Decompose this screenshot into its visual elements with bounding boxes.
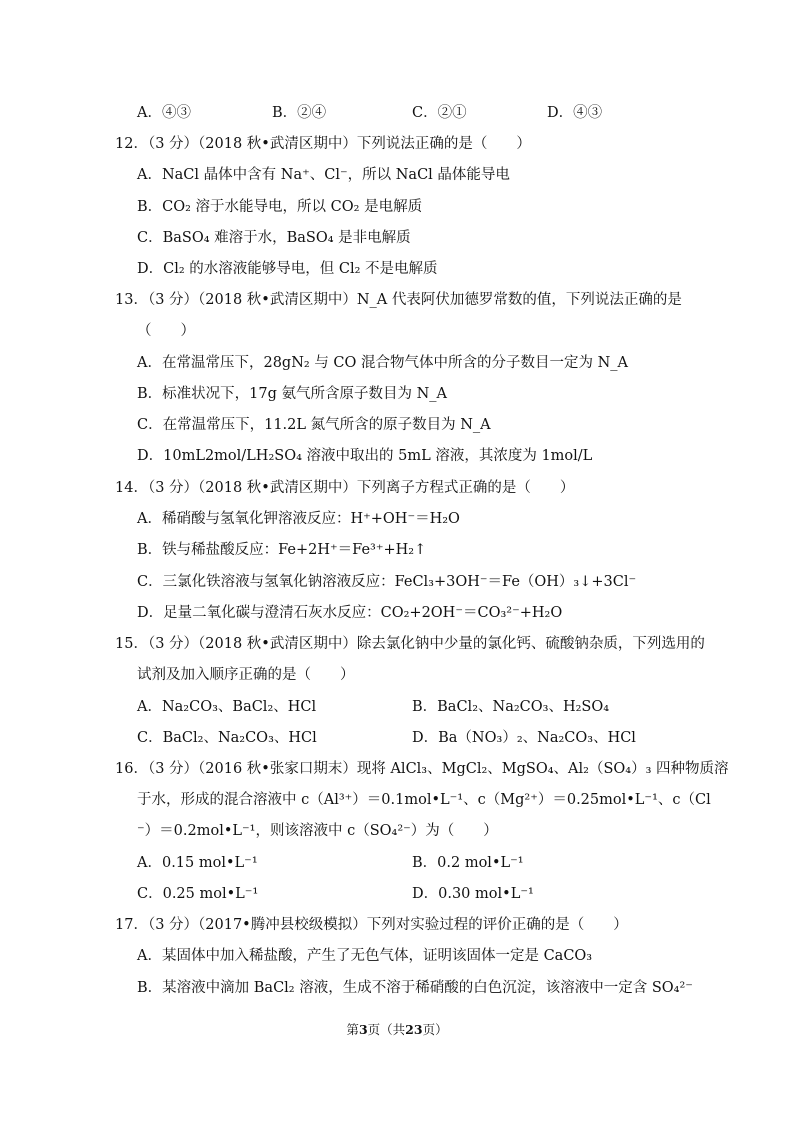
q16-stem-line3: ⁻）＝0.2mol•L⁻¹，则该溶液中 c（SO₄²⁻）为（ ）	[137, 823, 498, 839]
q15-option-d: D．Ba（NO₃）₂、Na₂CO₃、HCl	[412, 730, 636, 746]
q13-stem-line2: （ ）	[137, 323, 195, 339]
q12-option-a: A．NaCl 晶体中含有 Na⁺、Cl⁻，所以 NaCl 晶体能导电	[137, 167, 510, 183]
q15-stem-line2: 试剂及加入顺序正确的是（ ）	[137, 667, 355, 683]
q14-option-a: A．稀硝酸与氢氧化钾溶液反应：H⁺+OH⁻＝H₂O	[137, 511, 460, 527]
q12-option-b: B．CO₂ 溶于水能导电，所以 CO₂ 是电解质	[137, 199, 423, 215]
q12-stem: 12．（3 分）（2018 秋•武清区期中）下列说法正确的是（ ）	[115, 136, 531, 152]
q12-option-d: D．Cl₂ 的水溶液能够导电，但 Cl₂ 不是电解质	[137, 261, 438, 277]
q13-option-c: C．在常温常压下，11.2L 氮气所含的原子数目为 N_A	[137, 417, 491, 433]
q16-stem-line2: 于水，形成的混合溶液中 c（Al³⁺）＝0.1mol•L⁻¹、c（Mg²⁺）＝0.25mol•L⁻¹、c（Cl	[137, 792, 711, 808]
q16-stem-line1: 16．（3 分）（2016 秋•张家口期末）现将 AlCl₃、MgCl₂、MgSO₄、Al₂（SO₄）₃ 四种物质溶	[115, 761, 729, 777]
q13-stem-line1: 13．（3 分）（2018 秋•武清区期中）N_A 代表阿伏加德罗常数的值，下列说法正确的是	[115, 292, 682, 308]
q16-option-d: D．0.30 mol•L⁻¹	[412, 886, 534, 902]
q14-option-d: D．足量二氧化碳与澄清石灰水反应：CO₂+2OH⁻＝CO₃²⁻+H₂O	[137, 605, 563, 621]
footer-page-number: 3	[358, 1022, 368, 1037]
q15-option-b: B．BaCl₂、Na₂CO₃、H₂SO₄	[412, 699, 610, 715]
q13-option-a: A．在常温常压下，28gN₂ 与 CO 混合物气体中所含的分子数目一定为 N_A	[137, 355, 629, 371]
q14-option-b: B．铁与稀盐酸反应：Fe+2H⁺＝Fe³⁺+H₂↑	[137, 542, 427, 558]
q13-option-b: B．标准状况下，17g 氨气所含原子数目为 N_A	[137, 386, 448, 402]
q17-option-a: A．某固体中加入稀盐酸，产生了无色气体，证明该固体一定是 CaCO₃	[137, 948, 593, 964]
q11-option-b: B．②④	[272, 105, 327, 121]
q11-option-c: C．②①	[412, 105, 467, 121]
q16-option-b: B．0.2 mol•L⁻¹	[412, 855, 524, 871]
q11-option-a: A．④③	[137, 105, 191, 121]
footer-mid: 页（共	[367, 1022, 406, 1037]
q14-option-c: C．三氯化铁溶液与氢氧化钠溶液反应：FeCl₃+3OH⁻＝Fe（OH）₃↓+3Cl⁻	[137, 574, 637, 590]
q17-stem: 17．（3 分）（2017•腾冲县校级模拟）下列对实验过程的评价正确的是（ ）	[115, 917, 628, 933]
q11-option-d: D．④③	[547, 105, 603, 121]
footer-prefix: 第	[346, 1022, 359, 1037]
footer-total-pages: 23	[405, 1022, 423, 1037]
q14-stem: 14．（3 分）（2018 秋•武清区期中）下列离子方程式正确的是（ ）	[115, 480, 575, 496]
q16-option-a: A．0.15 mol•L⁻¹	[137, 855, 258, 871]
q15-option-a: A．Na₂CO₃、BaCl₂、HCl	[137, 699, 317, 715]
q15-stem-line1: 15．（3 分）（2018 秋•武清区期中）除去氯化钠中少量的氯化钙、硫酸钠杂质，下列选用的	[115, 636, 705, 652]
page-footer	[0, 1022, 794, 1038]
q12-option-c: C．BaSO₄ 难溶于水，BaSO₄ 是非电解质	[137, 230, 411, 246]
footer-suffix: 页）	[422, 1022, 448, 1037]
q13-option-d: D．10mL2mol/LH₂SO₄ 溶液中取出的 5mL 溶液，其浓度为 1mol/L	[137, 448, 593, 464]
q15-option-c: C．BaCl₂、Na₂CO₃、HCl	[137, 730, 317, 746]
q17-option-b: B．某溶液中滴加 BaCl₂ 溶液，生成不溶于稀硝酸的白色沉淀，该溶液中一定含 SO₄²⁻	[137, 980, 693, 996]
q16-option-c: C．0.25 mol•L⁻¹	[137, 886, 259, 902]
